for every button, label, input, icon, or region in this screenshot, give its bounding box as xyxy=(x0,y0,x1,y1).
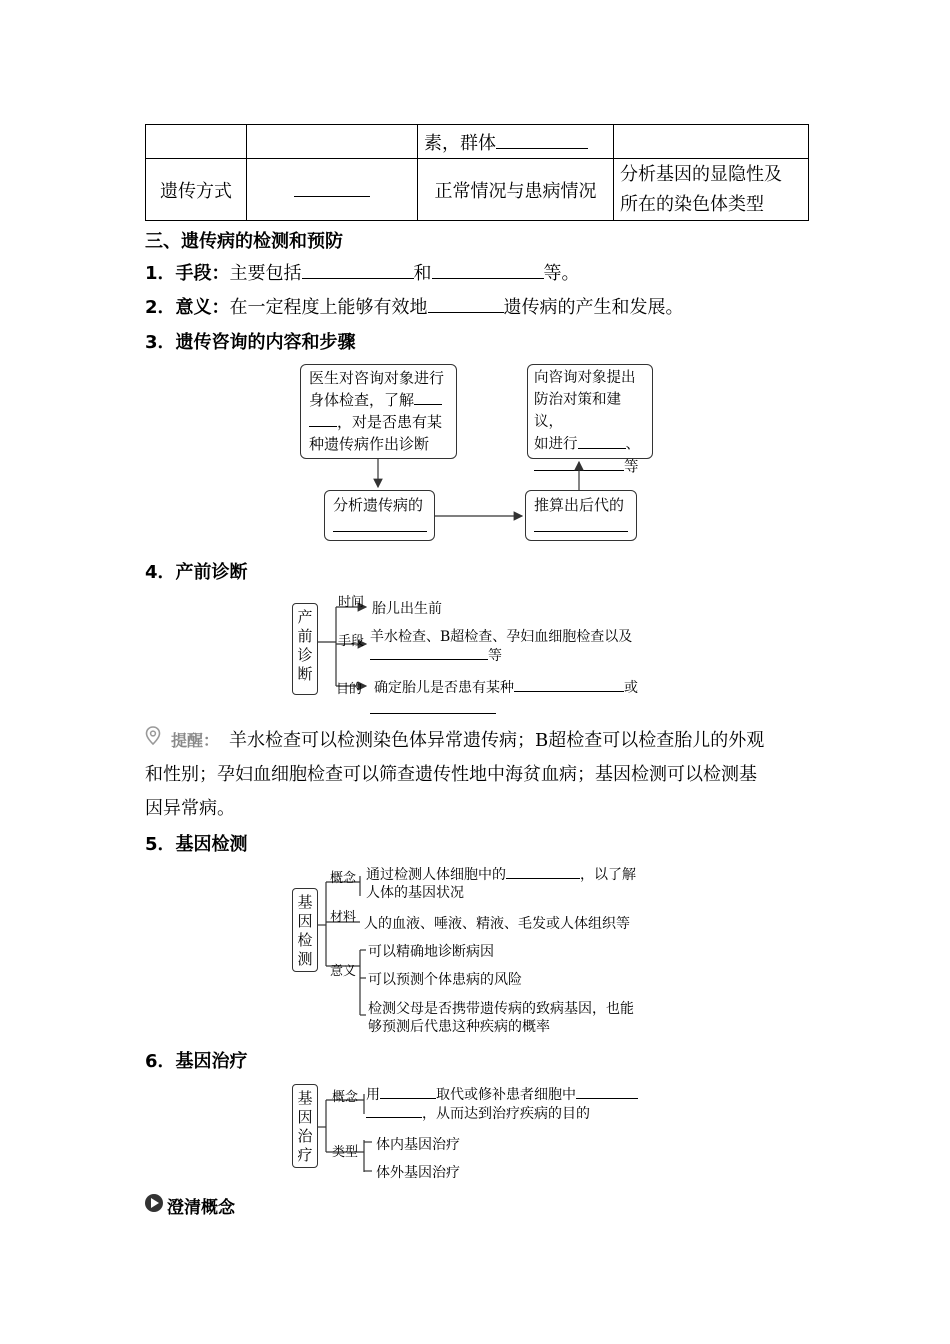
gene-test-meaning-3b: 够预测后代患这种疾病的概率 xyxy=(368,1019,550,1035)
gene-test-material: 人的血液、唾液、精液、毛发或人体组织等 xyxy=(364,916,630,932)
gene-test-meaning-1: 可以精确地诊断病因 xyxy=(368,944,494,960)
table-cell: 正常情况与患病情况 xyxy=(418,159,614,221)
gene-test-meaning-3: 检测父母是否携带遗传病的致病基因，也能 xyxy=(368,1001,634,1017)
gene-test-root-box: 基 因 检 测 xyxy=(292,888,318,972)
gene-test-concept-2: 人体的基因状况 xyxy=(366,885,464,901)
table-cell: 素，群体 xyxy=(418,125,614,159)
label-means: 手段 xyxy=(338,634,365,649)
label-therapy-concept: 概念 xyxy=(332,1090,359,1105)
prenatal-time-text: 胎儿出生前 xyxy=(372,601,442,617)
prenatal-means-text: 羊水检查、B超检查、孕妇血细胞检查以及 xyxy=(370,629,633,645)
paragraph-1: 1．手段：主要包括 和 等。 xyxy=(145,259,580,285)
clarify-label: 澄清概念 xyxy=(167,1198,235,1218)
gene-test-concept: 通过检测人体细胞中的 ，以了解 xyxy=(366,864,636,884)
play-circle-icon xyxy=(145,1194,163,1212)
gene-therapy-concept-2: ，从而达到治疗疾病的目的 xyxy=(366,1103,590,1123)
reminder-text: 提醒： 羊水检查可以检测染色体异常遗传病；B超检查可以检查胎儿的外观 和性别；孕妇血细胞检查可以筛查遗传性地中海贫血病；基因检测可以检测基 因异常病。 xyxy=(145,730,765,819)
gene-therapy-type-1: 体内基因治疗 xyxy=(376,1137,460,1153)
label-time: 时间 xyxy=(338,595,365,610)
label-type: 类型 xyxy=(332,1145,359,1160)
gene-therapy-root-box: 基 因 治 疗 xyxy=(292,1084,318,1168)
flow-box-infer: 推算出后代的 xyxy=(525,490,637,541)
flow-box-analyze: 分析遗传病的 xyxy=(324,490,435,541)
prenatal-title: 4．产前诊断 xyxy=(145,562,248,583)
label-meaning: 意义 xyxy=(330,964,357,979)
gene-test-meaning-2: 可以预测个体患病的风险 xyxy=(368,972,522,988)
label-concept: 概念 xyxy=(330,871,357,886)
label-material: 材料 xyxy=(330,910,357,925)
paragraph-3: 3．遗传咨询的内容和步骤 xyxy=(145,332,356,353)
label-goal: 目的 xyxy=(336,682,363,697)
prenatal-goal-text: 确定胎儿是否患有某种 或 xyxy=(374,677,638,697)
flow-box-advice: 向咨询对象提出 防治对策和建议， 如进行 、 等 xyxy=(527,364,653,459)
flow-box-exam: 医生对咨询对象进行 身体检查，了解 ，对是否患有某 种遗传病作出诊断 xyxy=(300,364,457,459)
gene-therapy-title: 6．基因治疗 xyxy=(145,1051,248,1072)
table-cell: 遗传方式 xyxy=(146,159,247,221)
prenatal-goal-blank xyxy=(370,699,496,718)
paragraph-2: 2．意义：在一定程度上能够有效地 遗传病的产生和发展。 xyxy=(145,293,684,319)
gene-therapy-concept: 用 取代或修补患者细胞中 xyxy=(366,1084,638,1104)
section-title: 三、遗传病的检测和预防 xyxy=(145,231,343,252)
gene-therapy-type-2: 体外基因治疗 xyxy=(376,1165,460,1181)
table-cell: 分析基因的显隐性及 所在的染色体类型 xyxy=(614,159,809,221)
prenatal-root-box: 产 前 诊 断 xyxy=(292,603,318,695)
prenatal-means-blank: 等 xyxy=(370,645,502,665)
gene-test-title: 5．基因检测 xyxy=(145,834,248,855)
